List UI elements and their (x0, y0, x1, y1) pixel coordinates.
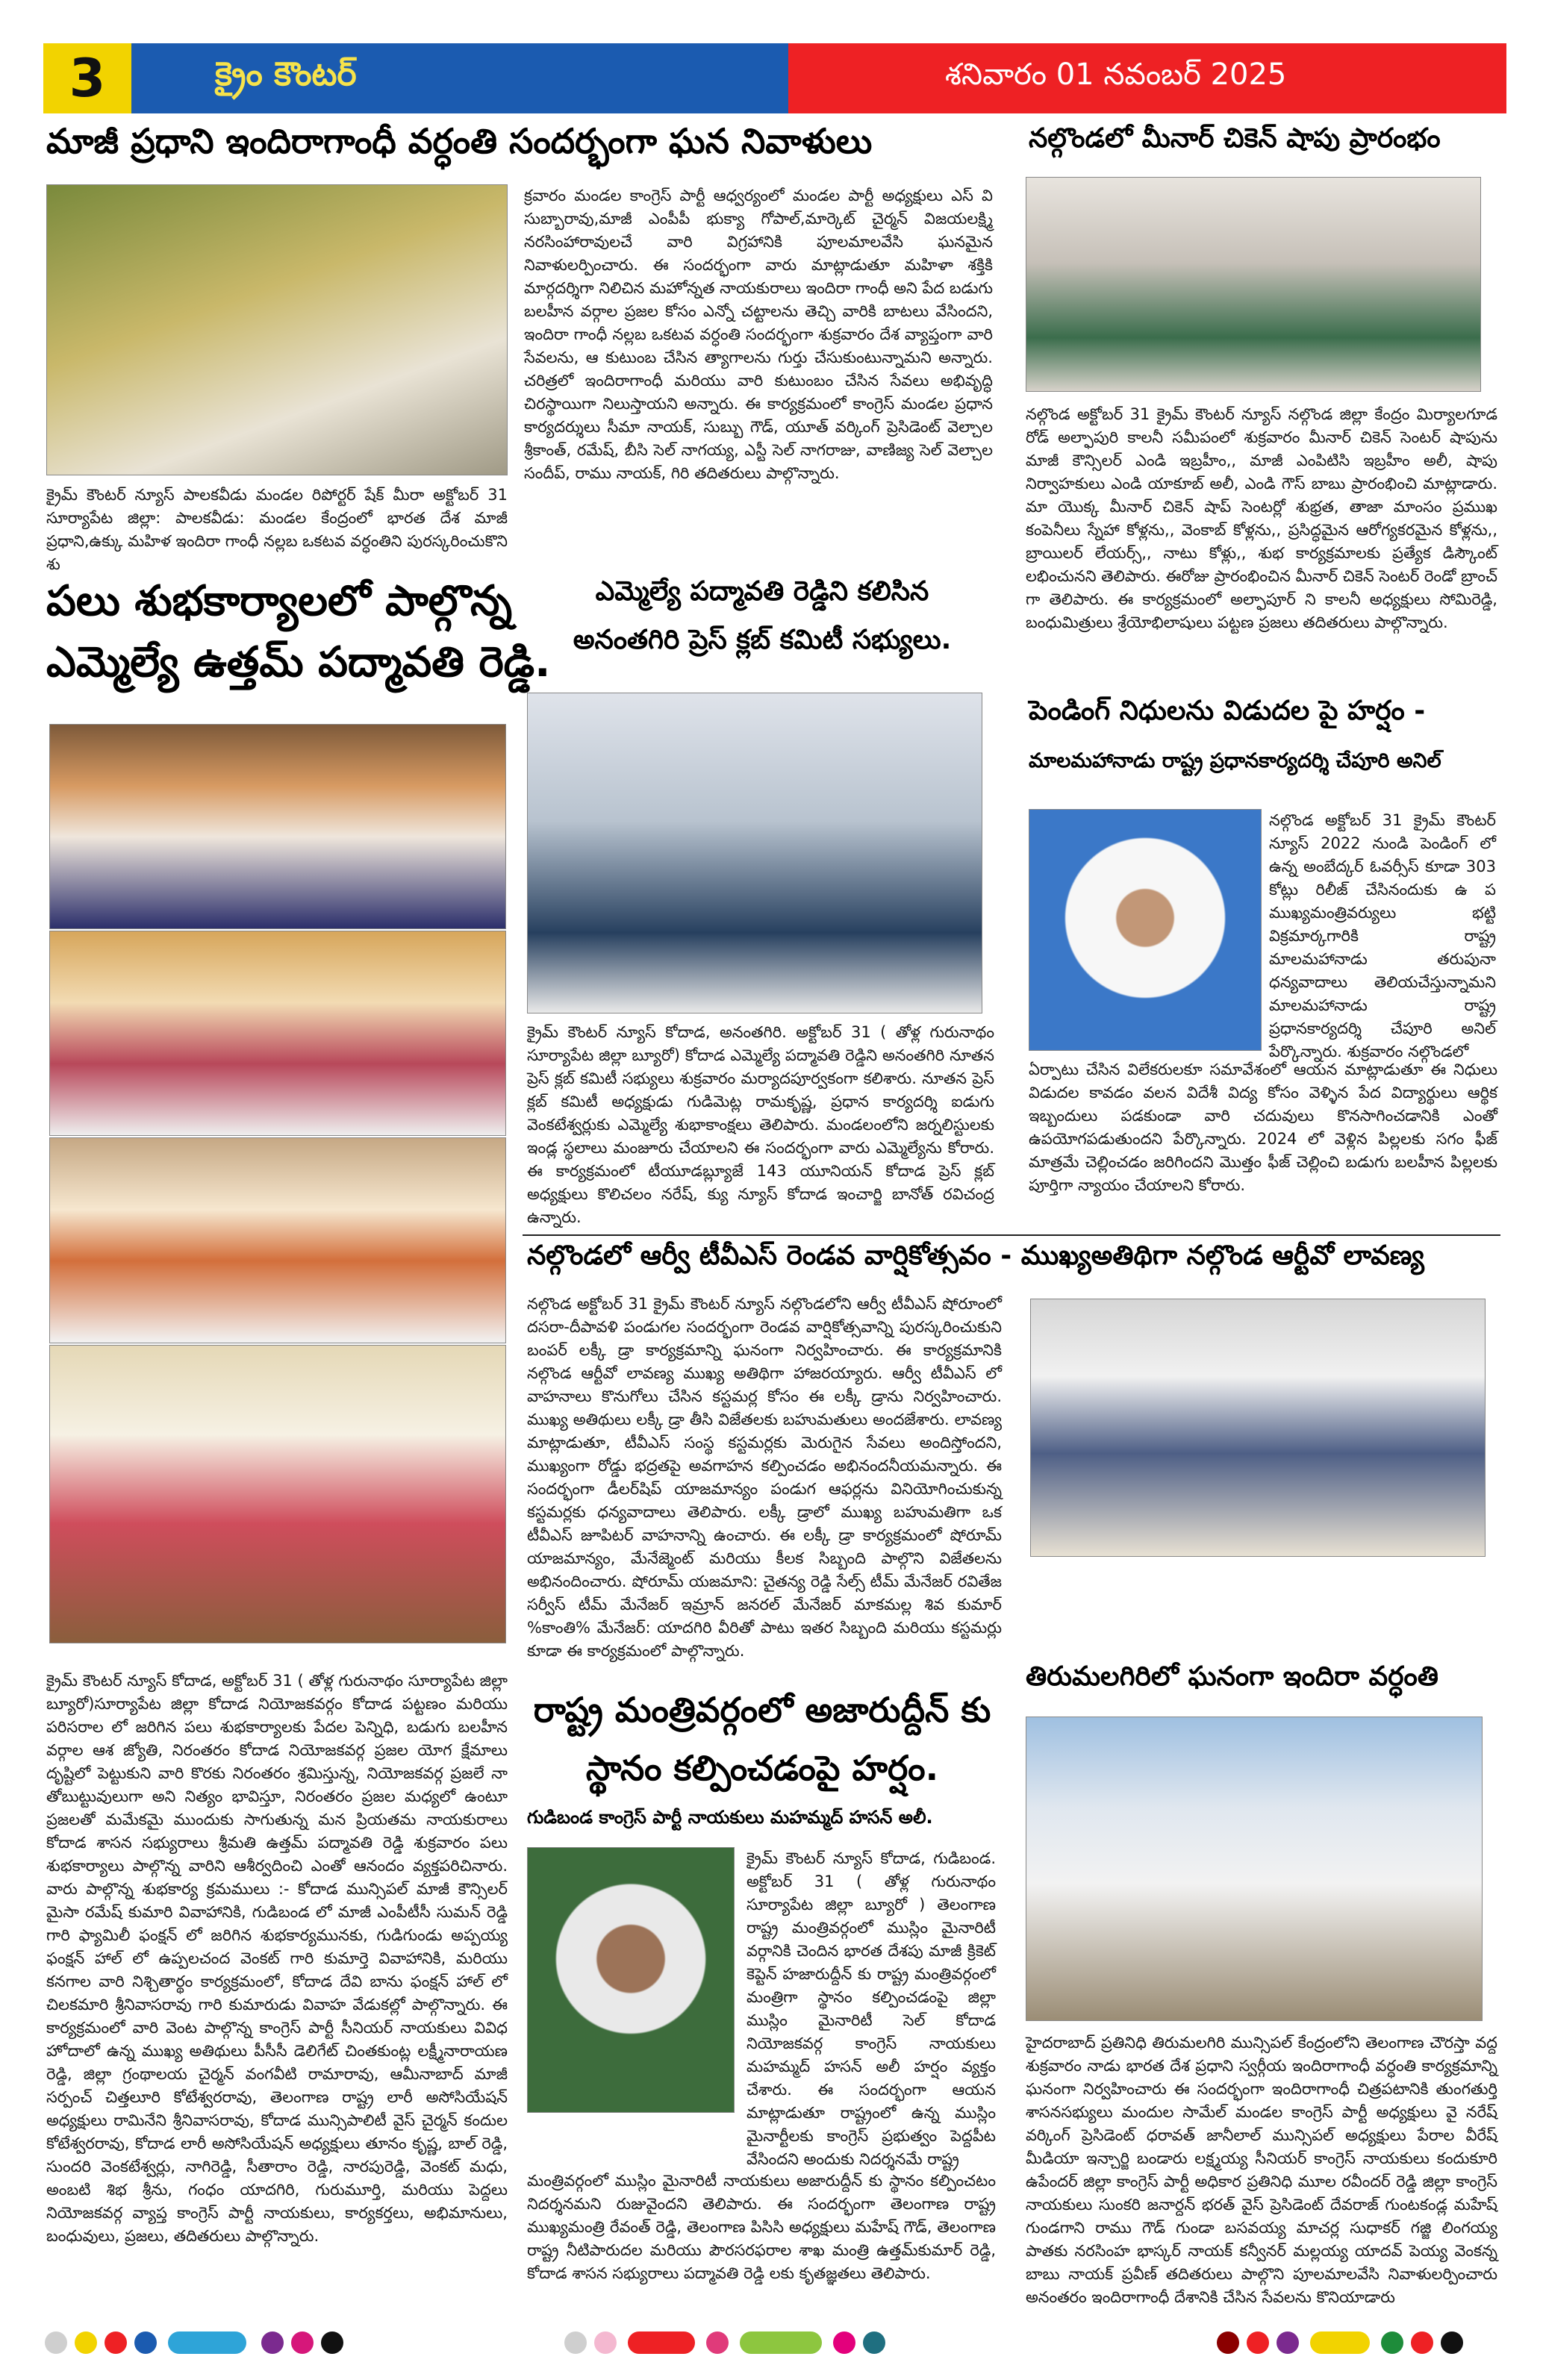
azharuddin-headline-line2: స్థానం కల్పించడంపై హర్షం. (585, 1748, 939, 1788)
issue-date: శనివారం 01 నవంబర్ 2025 (788, 43, 1506, 113)
color-bar (1310, 2331, 1370, 2354)
paper-name: క్రైం కౌంటర్ (131, 43, 788, 113)
wedding-photo-4 (49, 1345, 506, 1643)
wedding-photo-3 (49, 1137, 506, 1343)
footer-color-strip-middle (564, 2330, 982, 2357)
press-club-body: క్రైమ్ కౌంటర్ న్యూస్ కోదాడ, అనంతగిరి. అక్టోబర్ 31 ( తోళ్ల గురునాథం సూర్యాపేట జిల్లా బ్యూరో) కోదాడ ఎమ్మెల్యే పద్మావతి రెడ్డిని అనంతగిరి నూతన ప్రెస్ క్లబ్ కమిటీ సభ్యులు శుక్రవారం మర్యాదపూర్వకంగా కలిశారు. నూతన ప్రెస్ క్లబ్ కమిటీ అధ్యక్షుడు గుడిమెట్ల రామకృష్ణ, ప్రధాన కార్యదర్శి ఐడుగు వెంకటేశ్వర్లుకు ఎమ్మెల్యే శుభాకాంక్షలు తెలిపారు. మండలంలోని జర్నలిస్టులకు ఇండ్ల స్థలాలు మంజూరు చేయాలని ఈ సందర్భంగా వారు ఎమ్మెల్యేను కోరారు. ఈ కార్యక్రమంలో టీయూడబ్ల్యూజే 143 యూనియన్ కోదాడ ప్రెస్ క్లబ్ అధ్యక్షులు కొలిచలం నరేష్, క్యు న్యూస్ కోదాడ ఇంచార్జి బానోత్ రవిచంద్ర ఉన్నారు. (527, 1023, 994, 1226)
rto-body: నల్గొండ అక్టోబర్ 31 క్రైమ్ కౌంటర్ న్యూస్ నల్గొండలోని ఆర్వీ టీవీఎస్ షోరూంలో దసరా-దీపావళి పండుగల సందర్భంగా రెండవ వార్షికోత్సవాన్ని పురస్కరించుకుని బంపర్ లక్కీ డ్రా కార్యక్రమాన్ని ఘనంగా నిర్వహించారు. ఈ కార్యక్రమానికి నల్గొండ ఆర్టీవో లావణ్య ముఖ్య అతిథిగా హాజరయ్యారు. ఆర్వీ టీవీఎస్ లో వాహనాలు కొనుగోలు చేసిన కస్టమర్ల కోసం ఈ లక్కీ డ్రాను నిర్వహించారు. ముఖ్య అతిథులు లక్కీ డ్రా తీసి విజేతలకు బహుమతులు అందజేశారు. లావణ్య మాట్లాడుతూ, టీవీఎస్ సంస్థ కస్టమర్లకు మెరుగైన సేవలు అందిస్తోందని, ముఖ్యంగా రోడ్డు భద్రతపై అవగాహన కల్పించడం అభినందనీయమన్నారు. ఈ సందర్భంగా డీలర్‌షిప్ యాజమాన్యం పండుగ ఆఫర్లను వినియోగించుకున్న కస్టమర్లకు ధన్యవాదాలు తెలిపారు. లక్కీ డ్రాలో ముఖ్య బహుమతిగా ఒక టీవీఎస్ జూపిటర్ వాహనాన్ని ఉంచారు. ఈ లక్కీ డ్రా కార్యక్రమంలో షోరూమ్ యాజమాన్యం, మేనేజ్మెంట్ మరియు కీలక సిబ్బంది పాల్గొని విజేతలను అభినందించారు. షోరూమ్ యజమాని: చైతన్య రెడ్డి సేల్స్ టీమ్ మేనేజర్ రవితేజ సర్వీస్ టీమ్ మేనేజర్ ఇమ్రాన్ జనరల్ మేనేజర్ మాకమల్ల శివ కుమార్ %కాంతి% మేనేజర్: యాదగిరి వీరితో పాటు ఇతర సిబ్బంది మరియు కస్టమర్లు కూడా ఈ కార్యక్రమంలో పాల్గొన్నారు. (527, 1295, 1002, 1660)
color-dot (863, 2331, 885, 2354)
azharuddin-body-side: క్రైమ్ కౌంటర్ న్యూస్ కోదాడ, గుడిబండ. అక్టోబర్ 31 ( తోళ్ల గురునాథం సూర్యాపేట జిల్లా బ్యూరో ) తెలంగాణ రాష్ట్ర మంత్రివర్గంలో ముస్లిం మైనారిటీ వర్గానికి చెందిన భారత దేశపు మాజీ క్రికెట్ కెప్టెన్ హజారుద్దీన్ కు రాష్ట్ర మంత్రివర్గంలో మంత్రిగా స్థానం కల్పించడంపై జిల్లా ముస్లిం మైనారిటీ సెల్ కోదాడ నియోజకవర్గ కాంగ్రెస్ నాయకులు మహమ్మద్ హసన్ అలీ హర్షం వ్యక్తం చేశారు. ఈ సందర్భంగా ఆయన మాట్లాడుతూ రాష్ట్రంలో ఉన్న ముస్లిం మైనార్టీలకు కాంగ్రెస్ ప్రభుత్వం పెద్దపీట వేసిందని అందుకు నిదర్శనమే రాష్ట్ర (746, 1849, 996, 2168)
color-dot (1381, 2331, 1403, 2354)
anil-subhead: మాలమహానాడు రాష్ట్ర ప్రధానకార్యదర్శి చేపూరి అనిల్ (1029, 749, 1441, 772)
meenar-body: నల్గొండ అక్టోబర్ 31 క్రైమ్ కౌంటర్ న్యూస్ నల్గొండ జిల్లా కేంద్రం మిర్యాలగూడ రోడ్ అల్ఫాపురి కాలనీ సమీపంలో శుక్రవారం మీనార్ చికెన్ సెంటర్ షాపును మాజీ కౌన్సిలర్ ఎండి ఇబ్రహీం,, మాజీ ఎంపిటిసి ఇబ్రహీం అలీ, షాపు నిర్వాహకులు ఎండి యాకూబ్ అలీ, ఎండి గౌస్ బాబు ప్రారంభించి మాట్లాడారు. మా యొక్క మీనార్ చికెన్ షాప్ సెంటర్లో శుభ్రత, తాజా మాంసం ప్రముఖ కంపెనీలు స్నేహా కోళ్లను,, వెంకాబ్ కోళ్లను,, ప్రసిద్ధమైన ఆరోగ్యకరమైన కోళ్లను,, బ్రాయిలర్ లేయర్స్,, నాటు కోళ్లు,, శుభ కార్యక్రమాలకు ప్రత్యేక డిస్కౌంట్ లభించునని తెలిపారు. ఈరోజు ప్రారంభించిన మీనార్ చికెన్ సెంటర్ రెండో బ్రాంచ్ గా తెలిపారు. ఈ కార్యక్రమంలో అల్ఫాపూర్ ని కాలనీ అధ్యక్షులు సోమిరెడ్డి, బంధుమిత్రులు శ్రేయోభిలాషులు పట్టణ ప్రజలు తదితరులు పాల్గొన్నారు. (1026, 405, 1497, 631)
azharuddin-headline-line1: రాష్ట్ర మంత్రివర్గంలో అజారుద్దీన్ కు (533, 1690, 991, 1730)
wedding-photo-1 (49, 724, 506, 929)
color-dot (706, 2331, 729, 2354)
color-dot (594, 2331, 617, 2354)
color-dot (45, 2331, 67, 2354)
color-dot (261, 2331, 284, 2354)
color-dot (1277, 2331, 1299, 2354)
indira-headline: మాజీ ప్రధాని ఇందిరాగాంధీ వర్ధంతి సందర్భంగా ఘన నివాళులు (46, 121, 873, 161)
color-dot (1247, 2331, 1269, 2354)
color-dot (564, 2331, 587, 2354)
rto-headline: నల్గొండలో ఆర్వీ టీవీఎస్ రెండవ వార్షికోత్సవం - ముఖ్యఅతిథిగా నల్గొండ ఆర్టీవో లావణ్య (527, 1240, 1424, 1271)
anil-body-full: ఏర్పాటు చేసిన విలేకరులకూ సమావేశంలో ఆయన మాట్లాడుతూ ఈ నిధులు విడుదల కావడం వలన విదేశీ విద్య కోసం వెళ్ళిన పేద విద్యార్థులు ఆర్థిక ఇబ్బందులు పడకుండా వారి చదువులు కొనసాగించడానికి ఎంతో ఉపయోగపడుతుందని పేర్కొన్నారు. 2024 లో వెళ్లిన పిల్లలకు సగం ఫీజ్ మాత్రమే చెల్లించడం జరిగిందని మొత్తం ఫీజ్ చెల్లించి బడుగు బలహీన పిల్లలకు పూర్తిగా న్యాయం చేయాలని కోరారు. (1029, 1061, 1497, 1194)
indira-statue-photo (46, 184, 508, 475)
color-dot (1217, 2331, 1239, 2354)
color-dot (75, 2331, 97, 2354)
indira-body: క్రవారం మండల కాంగ్రెస్ పార్టీ ఆధ్వర్యంలో మండల పార్టీ అధ్యక్షులు ఎస్ వి సుబ్బారావు,మాజీ ఎంపీపీ భుక్యా గోపాల్,మార్కెట్ చైర్మన్ విజయలక్ష్మి నరసింహారావులచే వారి విగ్రహానికి పూలమాలవేసి ఘనమైన నివాళులర్పించారు. ఈ సందర్భంగా వారు మాట్లాడుతూ మహిళా శక్తికి మార్గదర్శిగా నిలిచిన మహోన్నత నాయకురాలు ఇందిరా గాంధీ అని పేద బడుగు బలహీన వర్గాల ప్రజల కోసం ఎన్నో చట్టాలను తెచ్చి వారికి బాటలు వేసిందని, ఇందిరా గాంధీ నల్లబ ఒకటవ వర్ధంతి సందర్భంగా శుక్రవారం దేశ వ్యాప్తంగా వారి సేవలను, ఆ కుటుంబ చేసిన త్యాగాలను గుర్తు చేసుకుంటున్నామని అన్నారు. చరిత్రలో ఇందిరాగాంధీ మరియు వారి కుటుంబం చేసిన సేవలు అభివృద్ధి చిరస్థాయిగా నిలుస్తాయని అన్నారు. ఈ కార్యక్రమంలో కాంగ్రెస్ మండల ప్రధాన కార్యదర్శులు సీమా నాయక్, సుబ్బు గౌడ్, యూత్ వర్కింగ్ ప్రెసిడెంట్ వెల్చాల శ్రీకాంత్, రమేష్, బీసి సెల్ నాగయ్య, ఎస్టీ సెల్ నాగరాజు, వాణిజ్య సెల్ వెల్చాల సందీప్, రాము నాయక్, గిరి తదితరులు పాల్గొన్నారు. (524, 187, 993, 482)
meenar-shop-photo (1026, 177, 1481, 392)
press-club-meeting-photo (527, 693, 982, 1013)
page-number: 3 (43, 43, 131, 113)
azharuddin-body-full: మంత్రివర్గంలో ముస్లిం మైనారిటీ నాయకులు అజారుద్దీన్ కు స్థానం కల్పించటం నిదర్శనమని రుజువైందని తెలిపారు. ఈ సందర్భంగా తెలంగాణ రాష్ట్ర ముఖ్యమంత్రి రేవంత్ రెడ్డి, తెలంగాణ పిసిసి అధ్యక్షులు మహేష్ గౌడ్, తెలంగాణ రాష్ట్ర నీటిపారుదల మరియు పౌరసరఫరాల శాఖ మంత్రి ఉత్తమ్‌కుమార్ రెడ్డి, కోదాడ శాసన సభ్యురాలు పద్మావతి రెడ్డి లకు కృతజ్ఞతలు తెలిపారు. (527, 2172, 996, 2282)
color-dot (105, 2331, 127, 2354)
press-club-headline-line1: ఎమ్మెల్యే పద్మావతి రెడ్డిని కలిసిన (595, 576, 929, 607)
divider-line (523, 1234, 1500, 1236)
indira-caption: క్రైమ్ కౌంటర్ న్యూస్ పాలకవీడు మండల రిపోర్టర్ షేక్ మీరా అక్టోబర్ 31 సూర్యాపేట జిల్లా: పాలకవీడు: మండల కేంద్రంలో భారత దేశ మాజీ ప్రధాని,ఉక్కు మహిళ ఇందిరా గాంధీ నల్లబ ఒకటవ వర్ధంతిని పురస్కరించుకొని శు (46, 486, 508, 573)
anil-portrait (1029, 809, 1262, 1051)
uttam-headline-line1: పలు శుభకార్యాలలో పాల్గొన్న (46, 577, 512, 625)
rto-lucky-draw-photo (1030, 1299, 1486, 1557)
azharuddin-subhead: గుడిబండ కాంగ్రెస్ పార్టీ నాయకులు మహమ్మద్ హసన్ అలీ. (527, 1807, 933, 1828)
tirumalagiri-body: హైదరాబాద్ ప్రతినిధి తిరుమలగిరి మున్సిపల్ కేంద్రంలోని తెలంగాణ చౌరస్తా వద్ద శుక్రవారం నాడు భారత దేశ ప్రధాని స్వర్గీయ ఇందిరాగాంధీ వర్ధంతి కార్యక్రమాన్ని ఘనంగా నిర్వహించారు ఈ సందర్భంగా ఇందిరాగాంధీ చిత్రపటానికి తుంగతుర్తి శాసనసభ్యులు మందుల సామేల్ మండల కాంగ్రెస్ పార్టీ అధ్యక్షులు వై నరేష్ వర్కింగ్ ప్రెసిడెంట్ ధరావత్ జానీలాల్ మున్సిపల్ అధ్యక్షులు పేరాల వీరేష్ మీడియా ఇన్చార్జి బండారు లక్ష్మయ్య సీనియర్ కాంగ్రెస్ నాయకులు కందుకూరి ఉపేందర్ జిల్లా కాంగ్రెస్ పార్టీ అధికార ప్రతినిధి మూల రవీందర్ రెడ్డి జిల్లా కాంగ్రెస్ నాయకులు సుంకరి జనార్దన్ భరత్ వైస్ ప్రెసిడెంట్ దేవరాజ్ గుంటకండ్ల మహేష్ గుండగాని రాము గౌడ్ గుండా బసవయ్య మాచర్ల సుధాకర్ గజ్జి లింగయ్య పాతకు నరసింహ భాస్కర్ నాయక్ కన్వీనర్ మల్లయ్య యాదవ్ పెయ్య వెంకన్న బాబు నాయక్ ప్రవీణ్ తదితరులు పాల్గొని పూలమాలవేసి నివాళులర్పించారు అనంతరం ఇందిరాగాంధీ దేశానికి చేసిన సేవలను కొనియాడారు (1026, 2034, 1497, 2306)
color-dot (833, 2331, 855, 2354)
footer-color-strip-right (1217, 2330, 1500, 2357)
color-bar (168, 2331, 246, 2354)
press-club-headline-line2: అనంతగిరి ప్రెస్ క్లబ్ కమిటీ సభ్యులు. (573, 625, 952, 655)
tirumalagiri-headline: తిరుమలగిరిలో ఘనంగా ఇందిరా వర్ధంతి (1026, 1661, 1438, 1692)
footer-color-strip-left (45, 2330, 493, 2357)
hasan-ali-portrait (527, 1847, 735, 2113)
color-bar (740, 2331, 822, 2354)
wedding-photo-2 (49, 931, 506, 1136)
color-dot (291, 2331, 314, 2354)
color-dot (321, 2331, 343, 2354)
color-dot (1441, 2331, 1463, 2354)
uttam-body: క్రైమ్ కౌంటర్ న్యూస్ కోదాడ, అక్టోబర్ 31 ( తోళ్ల గురునాథం సూర్యాపేట జిల్లా బ్యూరో)సూర్యాపేట జిల్లా కోదాడ నియోజకవర్గం కోదాడ పట్టణం మరియు పరిసరాల లో జరిగిన పలు శుభకార్యాలకు పేదల పెన్నిధి, బడుగు బలహీన వర్గాల ఆశ జ్యోతి, నిరంతరం కోదాడ నియోజకవర్గ ప్రజల యోగ క్షేమాలు దృష్టిలో పెట్టుకుని వారి కొరకు నిరంతరం శ్రమిస్తున్న, నియోజకవర్గ ప్రజలే నా తోబుట్టువులుగా అని నిత్యం భావిస్తూ, నిరంతరం ప్రజల మధ్యలో ఉంటూ ప్రజలతో మమేకమై ముందుకు సాగుతున్న మన ప్రియతమ నాయకురాలు కోదాడ శాసన సభ్యురాలు శ్రీమతి ఉత్తమ్ పద్మావతి రెడ్డి శుక్రవారం పలు శుభకార్యాలు పాల్గొన్న వారిని ఆశీర్వదించి ఎంతో ఆనందం వ్యక్తపరిచినారు. వారు పాల్గొన్న శుభకార్య క్రమములు :- కోదాడ మున్సిపల్ మాజీ కౌన్సిలర్ మైసా రమేష్ కుమారి వివాహానికి, గుడిబండ లో మాజీ ఎంపీటీసీ సుమన్ రెడ్డి గారి ఫ్యామిలీ ఫంక్షన్ లో జరిగిన శుభకార్యమునకు, గుడిగుండు అప్పయ్య ఫంక్షన్ హాల్ లో ఉప్పలచంద వెంకట్ గారి కుమార్తె వివాహానికి, మరియు కనగాల వారి నిశ్చితార్థం కార్యక్రమంలో, కోదాడ దేవి బాను ఫంక్షన్ హాల్ లో చిలకమారి శ్రీనివాసరావు గారి కుమారుడు వివాహ వేడుకల్లో పాల్గొన్నారు. ఈ కార్యక్రమంలో వారి వెంట పాల్గొన్న కాంగ్రెస్ పార్టీ సీనియర్ నాయకులు వివిధ హోదాలో ఉన్న ముఖ్య అతిథులు పీసీసీ డెలిగేట్ చింతకుంట్ల లక్ష్మీనారాయణ రెడ్డి, జిల్లా గ్రంథాలయ చైర్మన్ వంగవీటి రామారావు, ఆమీనాబాద్ మాజీ సర్పంచ్ చిత్తలూరి కోటేశ్వరరావు, తెలంగాణ రాష్ట్ర లారీ అసోసియేషన్ అధ్యక్షులు రామినేని శ్రీనివాసరావు, కోదాడ మున్సిపాలిటీ వైస్ చైర్మన్ కందుల కోటేశ్వరరావు, కోదాడ లారీ అసోసియేషన్ అధ్యక్షులు తూనం కృష్ణ, బాల్ రెడ్డి, సుందరి వెంకటేశ్వర్లు, నాగిరెడ్డి, సీతారాం రెడ్డి, నారపురెడ్డి, వెంకట్ మధు, అంబటి శిభ శ్రీను, గంధం యాదగిరి, గురుమూర్తి, మరియు పెద్దలు నియోజకవర్గ వ్యాప్త కాంగ్రెస్ పార్టీ నాయకులు, కార్యకర్తలు, అభిమానులు, బంధువులు, ప్రజలు, తదితరులు పాల్గొన్నారు. (46, 1672, 508, 2245)
anil-headline: పెండింగ్ నిధులను విడుదల పై హర్షం - (1029, 696, 1426, 726)
color-bar (628, 2331, 695, 2354)
tirumalagiri-photo (1026, 1717, 1483, 2021)
meenar-headline: నల్గొండలో మీనార్ చికెన్ షాపు ప్రారంభం (1029, 123, 1441, 154)
anil-body-side: నల్గొండ అక్టోబర్ 31 క్రైమ్ కౌంటర్ న్యూస్ 2022 నుండి పెండింగ్ లో ఉన్న అంబేద్కర్ ఓవర్సీస్ కూడా 303 కోట్లు రిలీజ్ చేసినందుకు ఉ ప ముఖ్యమంత్రివర్యులు భట్టి విక్రమార్కగారికి రాష్ట్ర మాలమహానాడు తరుపునా ధన్యవాదాలు తెలియచేస్తున్నామని మాలమహానాడు రాష్ట్ర ప్రధానకార్యదర్శి చేపూరి అనిల్ పేర్కొన్నారు. శుక్రవారం నల్గొండలో (1269, 811, 1496, 1061)
uttam-headline-line2: ఎమ్మెల్యే ఉత్తమ్ పద్మావతి రెడ్డి. (46, 638, 551, 687)
color-dot (1411, 2331, 1433, 2354)
color-dot (134, 2331, 157, 2354)
